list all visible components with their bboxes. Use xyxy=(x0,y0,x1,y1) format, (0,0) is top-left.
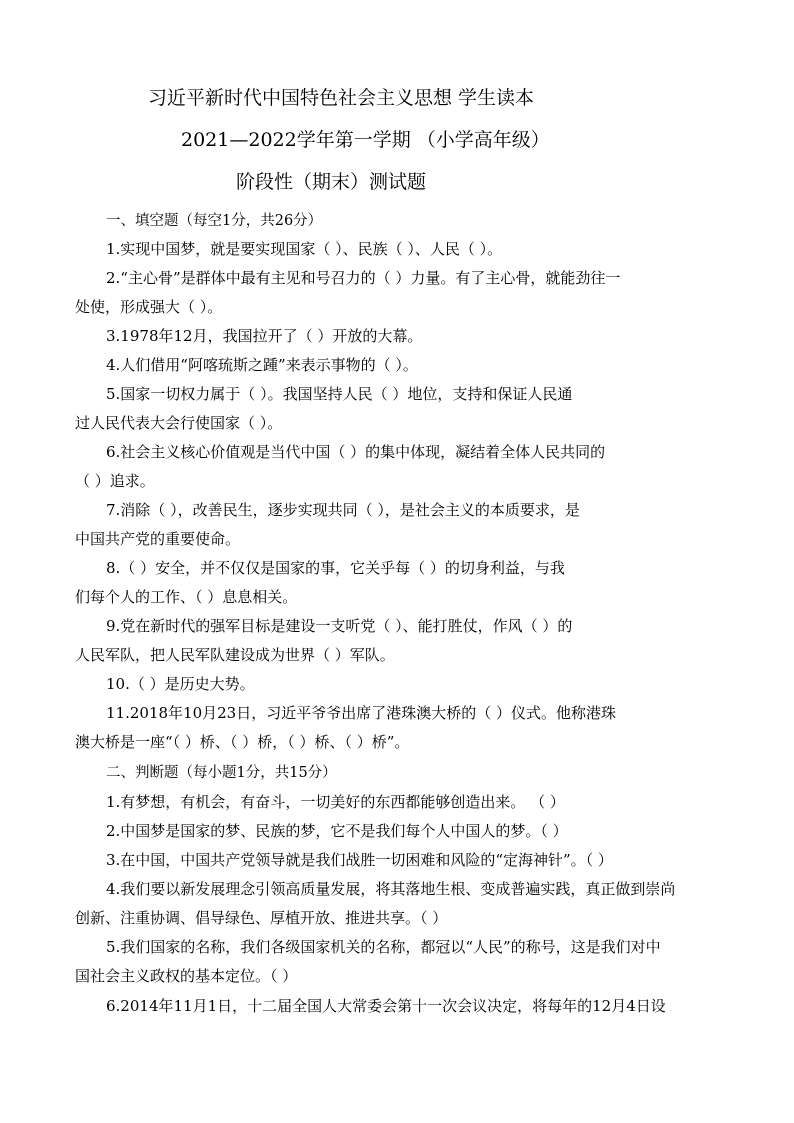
question-line: 1.有梦想，有机会，有奋斗，一切美好的东西都能够创造出来。 （ ） xyxy=(106,793,565,811)
question-line: 6.2014年11月1日，十二届全国人大常委会第十一次会议决定，将每年的12月4日设 xyxy=(106,997,666,1015)
question-line: 人民军队，把人民军队建设成为世界（ ）军队。 xyxy=(75,646,395,664)
question-line: 国社会主义政权的基本定位。（ ） xyxy=(75,967,298,985)
question-line: 们每个人的工作、（ ）息息相关。 xyxy=(75,588,298,606)
question-line: 过人民代表大会行使国家（ ）。 xyxy=(75,414,283,432)
question-line: 11.2018年10月23日，习近平爷爷出席了港珠澳大桥的（ ）仪式。他称港珠 xyxy=(106,704,616,722)
section-heading-fill-in: 一、填空题（每空1分，共26分） xyxy=(106,213,323,229)
question-line: （ ）追求。 xyxy=(75,472,155,490)
question-line: 2.中国梦是国家的梦、民族的梦，它不是我们每个人中国人的梦。（ ） xyxy=(106,822,568,840)
question-line: 4.人们借用“阿喀琉斯之踵”来表示事物的（ ）。 xyxy=(106,356,418,374)
question-line: 7.消除（ ），改善民生，逐步实现共同（ ），是社会主义的本质要求，是 xyxy=(106,501,580,519)
question-line: 2.“主心骨”是群体中最有主见和号召力的（ ）力量。有了主心骨，就能劲往一 xyxy=(106,269,621,287)
question-line: 8.（ ）安全，并不仅仅是国家的事，它关乎每（ ）的切身利益，与我 xyxy=(106,559,565,577)
question-line: 处使，形成强大（ ）。 xyxy=(75,298,223,316)
question-line: 3.1978年12月，我国拉开了（ ）开放的大幕。 xyxy=(106,327,423,345)
question-line: 1.实现中国梦，就是要实现国家（ ）、民族（ ）、人民（ ）。 xyxy=(106,240,503,258)
title-line-2: 2021—2022学年第一学期 （小学高年级） xyxy=(181,129,550,151)
question-line: 中国共产党的重要使命。 xyxy=(75,530,241,548)
section-heading-true-false: 二、判断题（每小题1分，共15分） xyxy=(106,765,337,781)
question-line: 3.在中国，中国共产党领导就是我们战胜一切困难和风险的“定海神针”。（ ） xyxy=(106,851,613,869)
title-line-3: 阶段性（期末）测试题 xyxy=(236,171,427,193)
question-line: 5.国家一切权力属于（ ）。我国坚持人民（ ）地位，支持和保证人民通 xyxy=(106,385,573,403)
question-line: 5.我们国家的名称，我们各级国家机关的名称，都冠以“人民”的称号，这是我们对中 xyxy=(106,938,661,956)
question-line: 6.社会主义核心价值观是当代中国（ ）的集中体现，凝结着全体人民共同的 xyxy=(106,443,606,461)
question-line: 创新、注重协调、倡导绿色、厚植开放、推进共享。（ ） xyxy=(75,909,448,927)
question-line: 9.党在新时代的强军目标是建设一支听党（ ）、能打胜仗，作风（ ）的 xyxy=(106,617,573,635)
title-line-1: 习近平新时代中国特色社会主义思想 学生读本 xyxy=(148,87,535,109)
question-line: 4.我们要以新发展理念引领高质量发展，将其落地生根、变成普遍实践，真正做到崇尚 xyxy=(106,880,676,898)
question-line: 澳大桥是一座“（ ）桥、（ ）桥，（ ）桥、（ ）桥”。 xyxy=(75,733,410,751)
question-line: 10.（ ）是历史大势。 xyxy=(106,675,255,693)
